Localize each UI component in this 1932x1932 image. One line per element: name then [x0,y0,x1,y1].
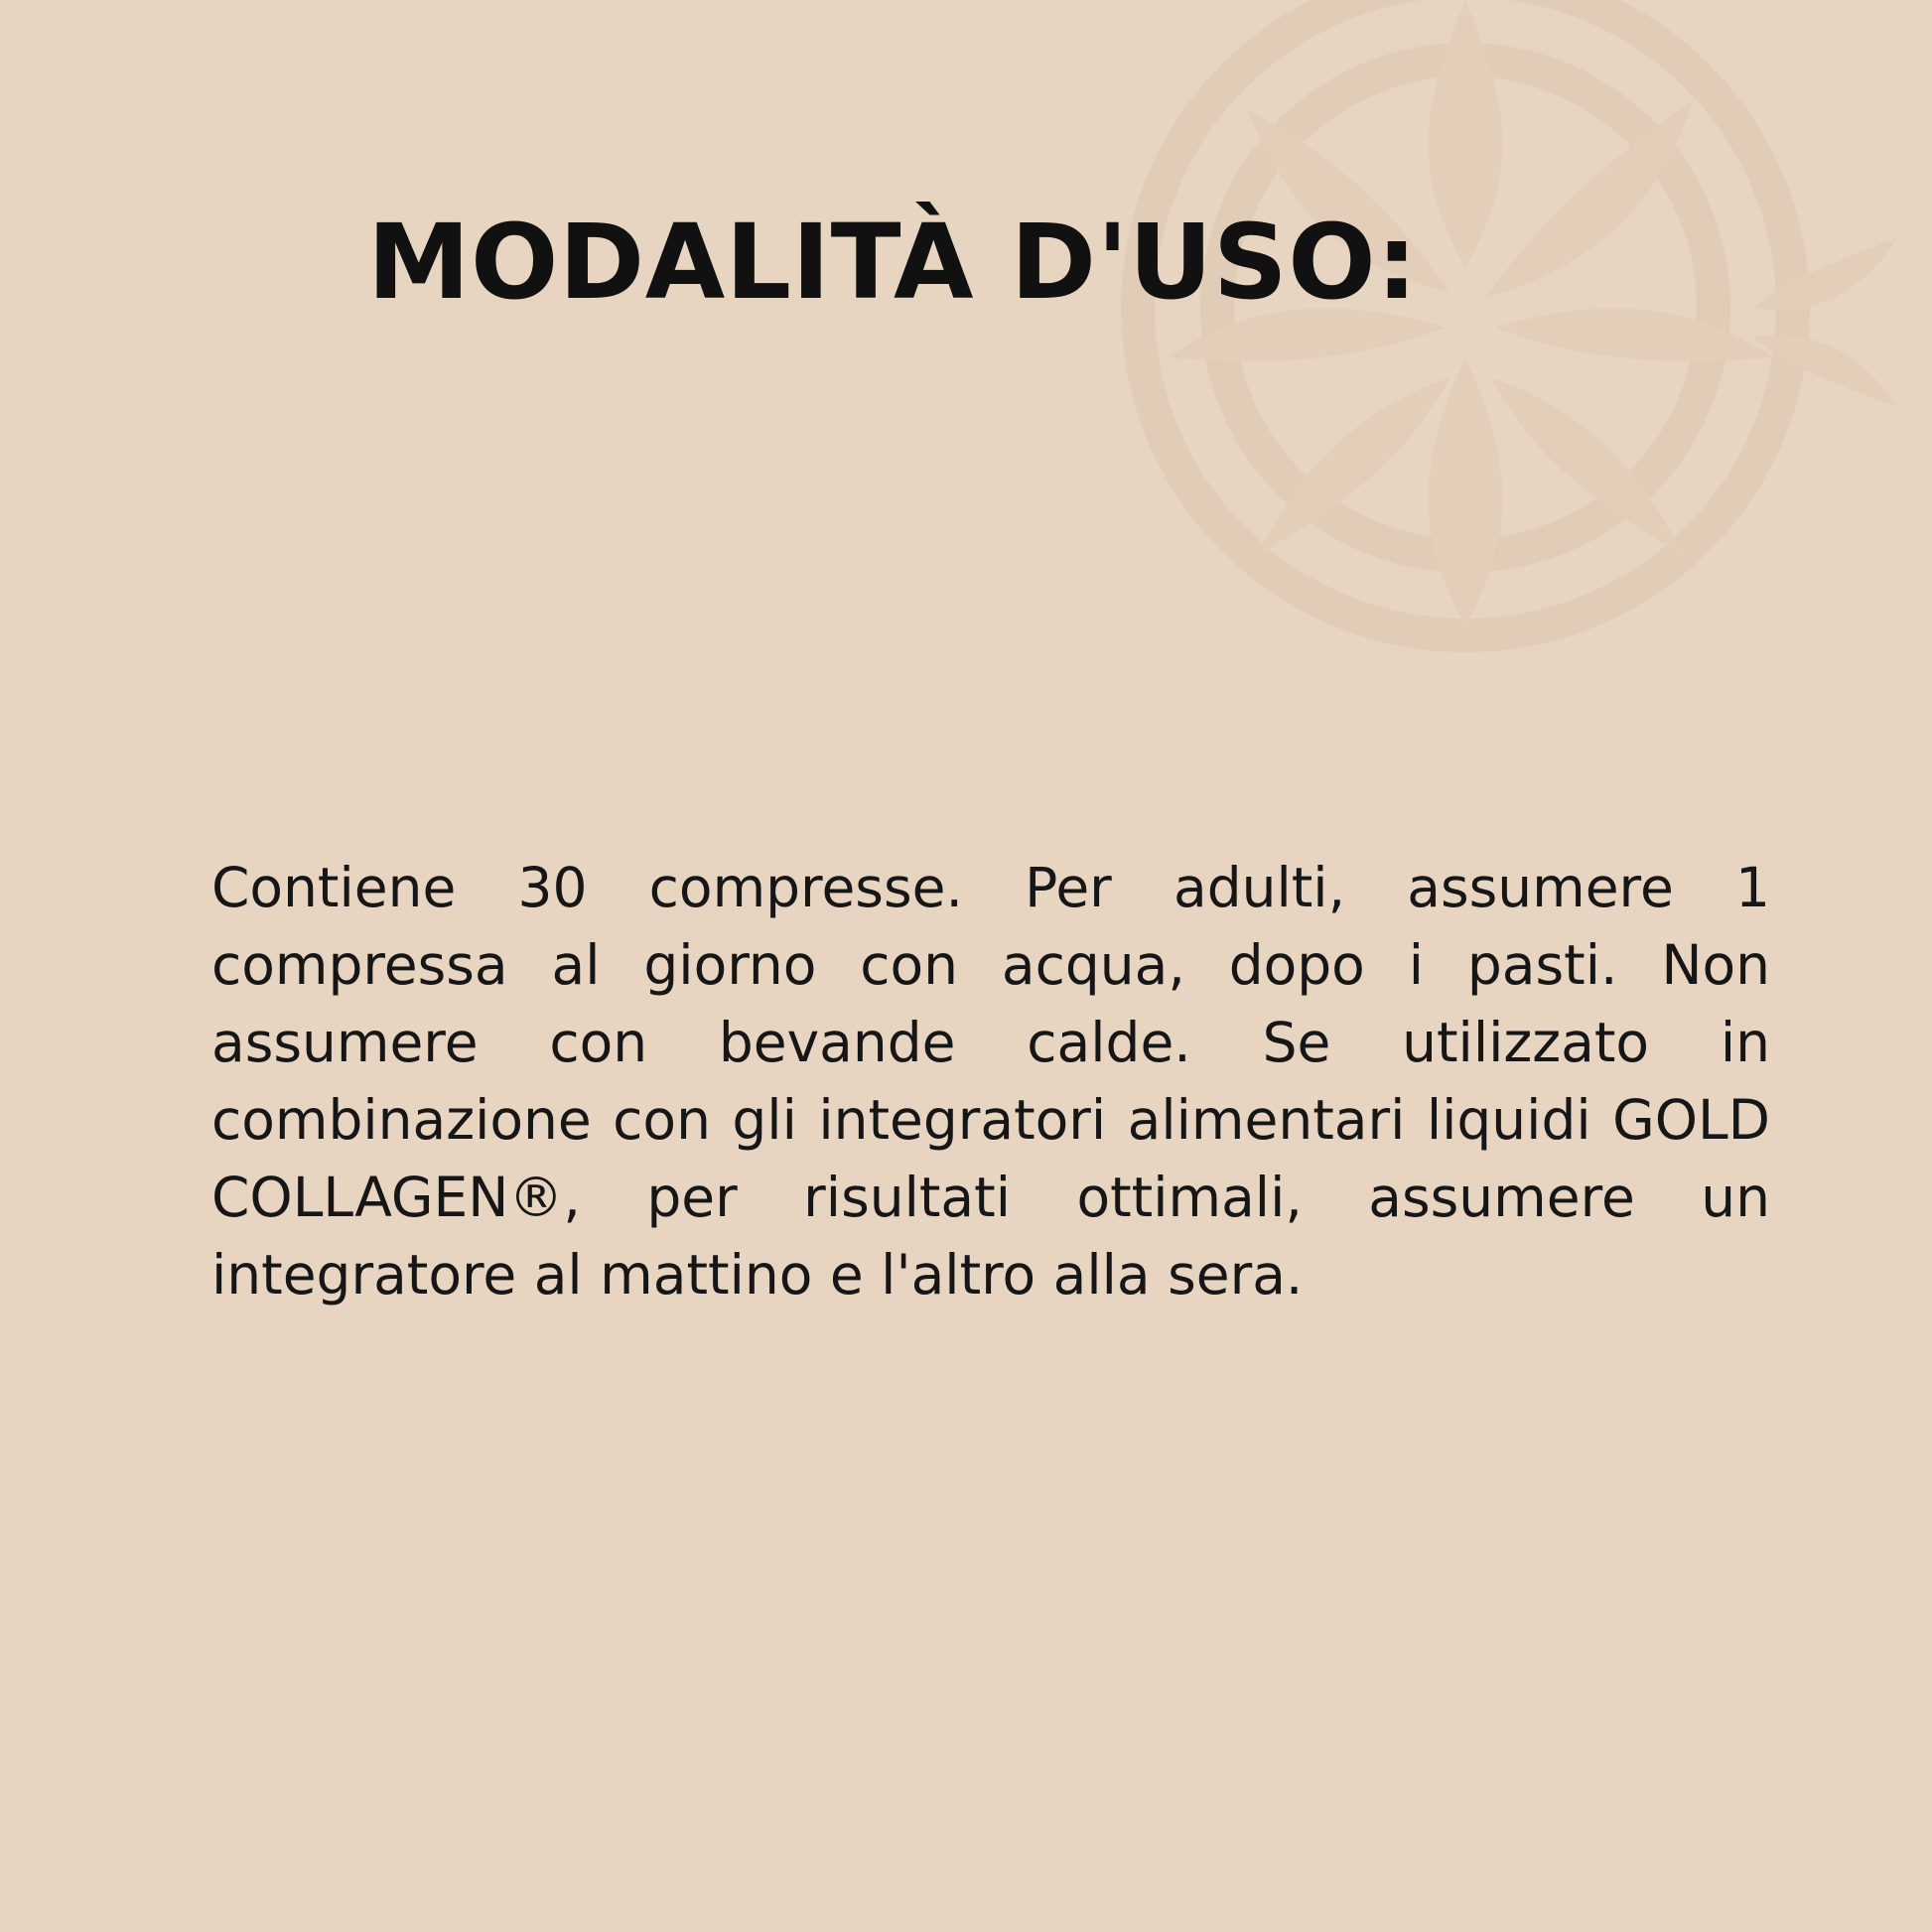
page-title: MODALITÀ D'USO: [367,201,1419,323]
circular-emblem-watermark [999,0,1932,814]
usage-instructions-text: Contiene 30 compresse. Per adulti, assumere 1 compressa al giorno con acqua, dopo i pasti. Non assumere con bevande calde. Se utilizzato in combinazione con gli integratori alimentari liquidi GOLD COLLAGEN®, per risultati ottimali, assumere un integratore al mattino e l'altro alla sera. [211,856,1770,1308]
